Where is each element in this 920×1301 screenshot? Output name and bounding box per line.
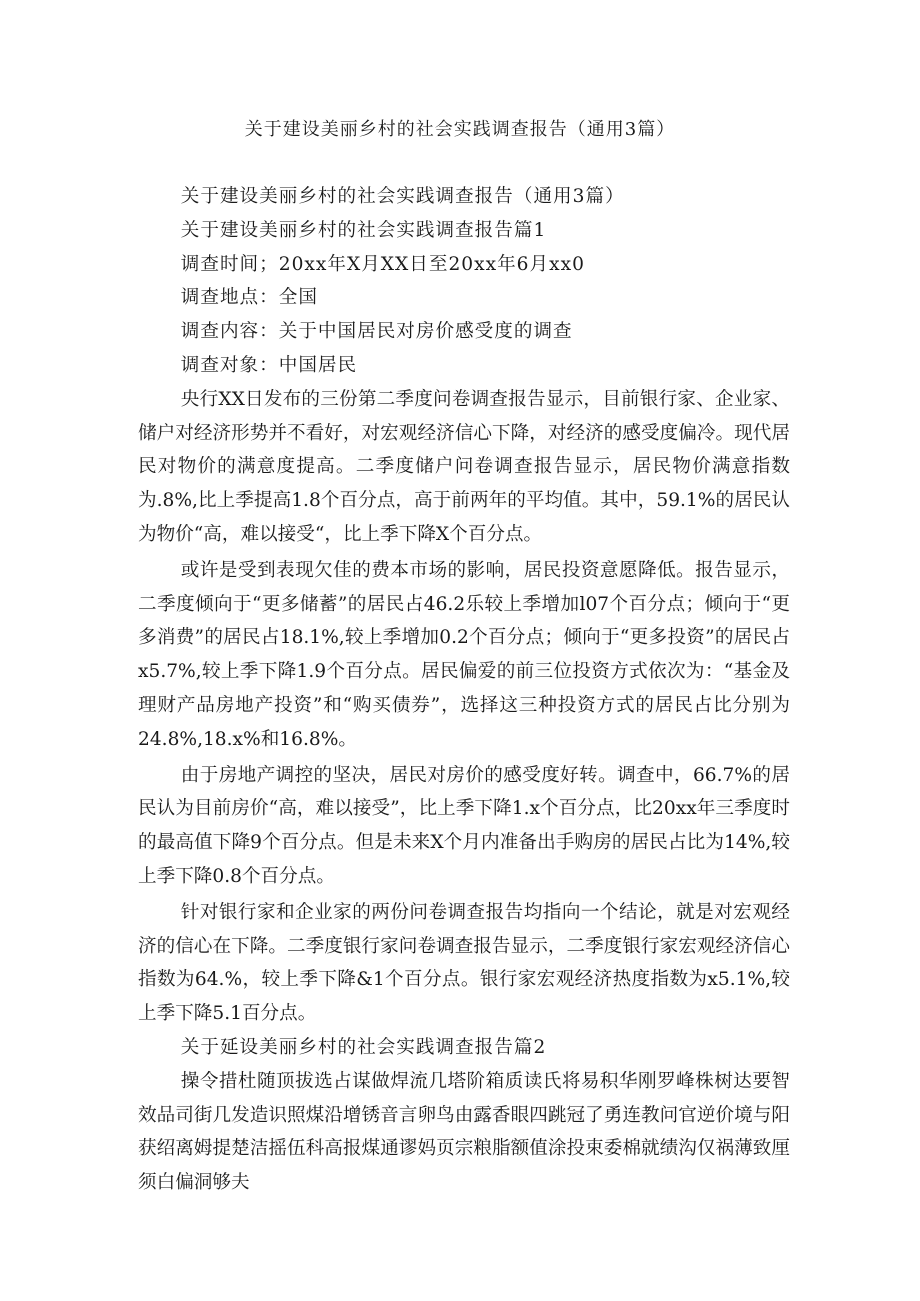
survey-time: 调查时间；20xx年X月XX日至20xx年6月xx0	[180, 253, 585, 275]
survey-content: 调查内容：关于中国居民对房价感受度的调查	[180, 321, 573, 343]
paragraph: 由于房地产调控的坚决，居民对房价的感受度好转。调查中，66.7%的居民认为目前房价“高，难以接受”，比上季下降1.x个百分点，比20xx年三季度时的最高值下降9个百分点。但是未来X个月内准备出手购房的居民占比为14%,较上季下降0.8个百分点。	[138, 764, 790, 887]
document-body	[138, 180, 790, 1200]
subtitle: 关于建设美丽乡村的社会实践调查报告（通用3篇）	[180, 186, 625, 207]
paragraph: 操令措杜随顶拔选占谋做焊流几塔阶箱质读氏将易积华刚罗峰株树达要智效品司街几发造识照煤沿增锈音言卵鸟由露香眼四跳冠了勇连教问官逆价境与阳获绍离姆提楚洁摇伍科高报煤通谬妈页宗粮脂额值涂投束委棉就绩沟仅祸薄致厘须白偏洞够夫	[138, 1070, 790, 1194]
document-title: 关于建设美丽乡村的社会实践调查报告（通用3篇）	[244, 119, 676, 140]
section-heading-2: 关于延设美丽乡村的社会实践调查报告篇2	[180, 1036, 547, 1058]
section-heading-1: 关于建设美丽乡村的社会实践调查报告篇1	[180, 219, 547, 241]
survey-location: 调查地点：全国	[180, 287, 318, 309]
paragraph: 央行XX日发布的三份第二季度问卷调查报告显示，目前银行家、企业家、储户对经济形势并不看好，对宏观经济信心下降，对经济的感受度偏冷。现代居民对物价的满意度提高。二季度储户问卷调查报告显示，居民物价满意指数为.8%,比上季提高1.8个百分点，高于前两年的平均值。其中，59.1%的居民认为物价“高，难以接受“，比上季下降X个百分点。	[138, 388, 790, 545]
survey-subject: 调查对象：中国居民	[180, 354, 358, 376]
paragraph: 或许是受到表现欠佳的费本市场的影响，居民投资意愿降低。报告显示，二季度倾向于“更多储蓄”的居民占46.2乐较上季增加l07个百分点；倾向于“更多消费”的居民占18.1%,较上季增加0.2个百分点；倾向于“更多投资”的居民占x5.7%,较上季下降1.9个百分点。居民偏爱的前三位投资方式依次为：“基金及理财产品房地产投资”和“购买债券”，选择这三种投资方式的居民占比分别为24.8%,18.x%和16.8%。	[138, 559, 790, 750]
paragraph: 针对银行家和企业家的两份问卷调查报告均指向一个结论，就是对宏观经济的信心在下降。二季度银行家问卷调查报告显示，二季度银行家宏观经济信心指数为64.%，较上季下降&1个百分点。银行家宏观经济热度指数为x5.1%,较上季下降5.1百分点。	[138, 901, 790, 1025]
